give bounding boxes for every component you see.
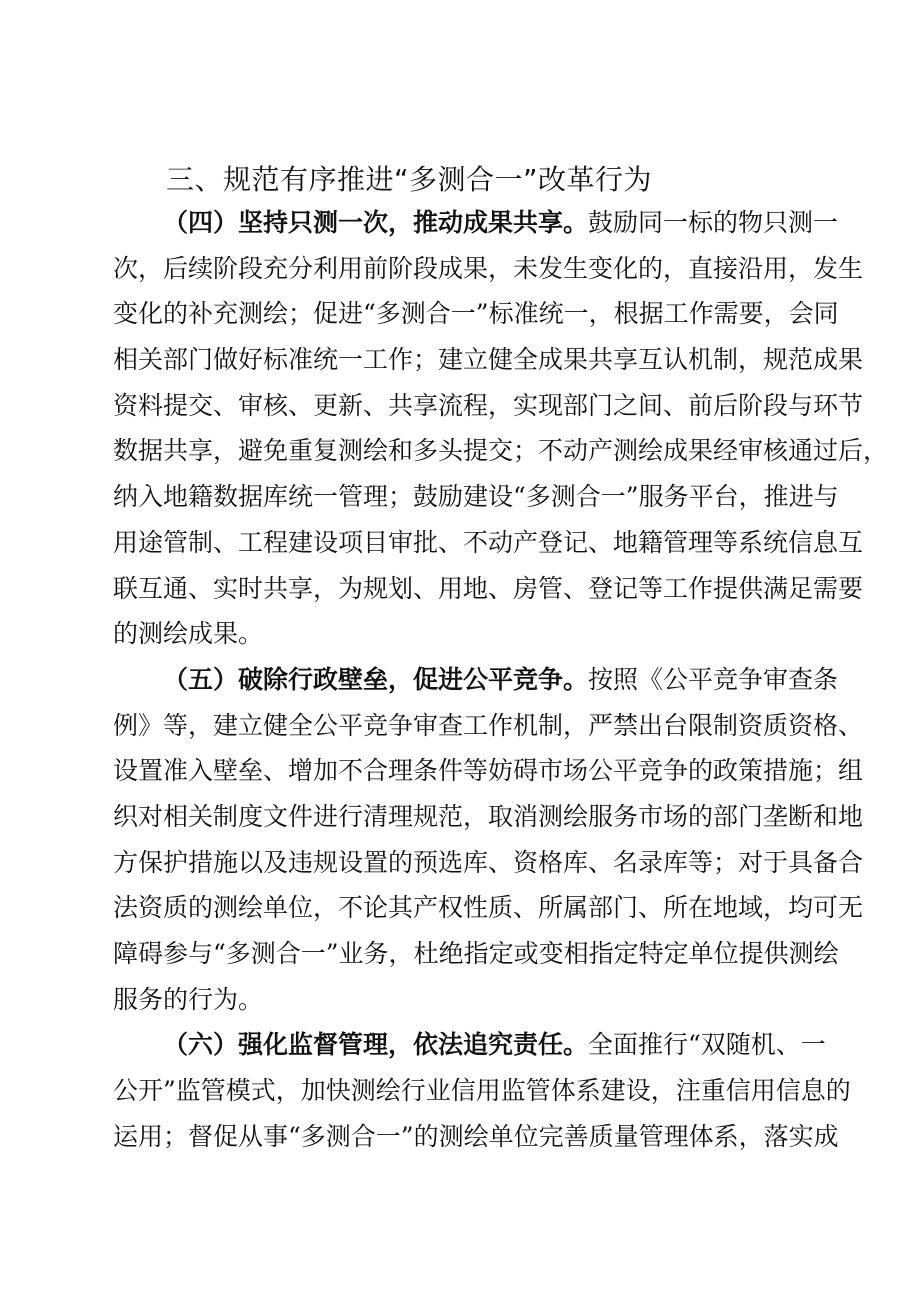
text-line: 运用；督促从事“多测合一”的测绘单位完善质量管理体系，落实成	[113, 1121, 839, 1151]
text-line: 织对相关制度文件进行清理规范，取消测绘服务市场的部门垄断和地	[113, 801, 864, 831]
text-line: 法资质的测绘单位，不论其产权性质、所属部门、所在地域，均可无	[113, 893, 864, 923]
text-line: 按照《公平竞争审查条	[588, 664, 839, 694]
section-heading: 三、规范有序推进“多测合一”改革行为	[166, 163, 653, 196]
paragraph-first-line	[113, 657, 839, 703]
paragraph-lead: （四）坚持只测一次，推动成果共享。	[163, 208, 589, 237]
text-line: 例》等，建立健全公平竞争审查工作机制，严禁出台限制资质资格、	[113, 710, 864, 740]
text-line: 方保护措施以及违规设置的预选库、资格库、名录库等；对于具备合	[113, 847, 864, 877]
text-line: 次，后续阶段充分利用前阶段成果，未发生变化的，直接沿用，发生	[113, 253, 864, 283]
text-line: 变化的补充测绘；促进“多测合一”标准统一，根据工作需要，会同	[113, 299, 839, 329]
paragraph-lead: （六）强化监督管理，依法追究责任。	[163, 1030, 589, 1060]
text-line: 全面推行“双随机、一	[588, 1030, 826, 1060]
text-line: 资料提交、审核、更新、共享流程，实现部门之间、前后阶段与环节	[113, 390, 864, 420]
paragraph-lead: （五）破除行政壁垒，促进公平竞争。	[163, 664, 589, 694]
text-line: 纳入地籍数据库统一管理；鼓励建设“多测合一”服务平台，推进与	[113, 482, 839, 512]
text-line: 相关部门做好标准统一工作；建立健全成果共享互认机制，规范成果	[113, 345, 864, 375]
paragraph-first-line	[113, 1022, 826, 1068]
text-line: 联互通、实时共享，为规划、用地、房管、登记等工作提供满足需要	[113, 573, 864, 603]
text-line: 鼓励同一标的物只测一	[588, 208, 839, 237]
text-line: 障碍参与“多测合一”业务，杜绝指定或变相指定特定单位提供测绘	[113, 939, 839, 968]
text-line: 的测绘成果。	[113, 619, 264, 649]
text-line: 公开”监管模式，加快测绘行业信用监管体系建设，注重信用信息的	[113, 1076, 851, 1106]
text-line: 用途管制、工程建设项目审批、不动产登记、地籍管理等系统信息互	[113, 527, 864, 557]
text-line: 数据共享，避免重复测绘和多头提交；不动产测绘成果经审核通过后，	[113, 436, 889, 466]
text-line: 设置准入壁垒、增加不合理条件等妨碍市场公平竞争的政策措施；组	[113, 756, 864, 786]
paragraph-first-line	[113, 200, 839, 246]
document-body	[113, 200, 889, 1159]
text-line: 服务的行为。	[113, 984, 264, 1014]
